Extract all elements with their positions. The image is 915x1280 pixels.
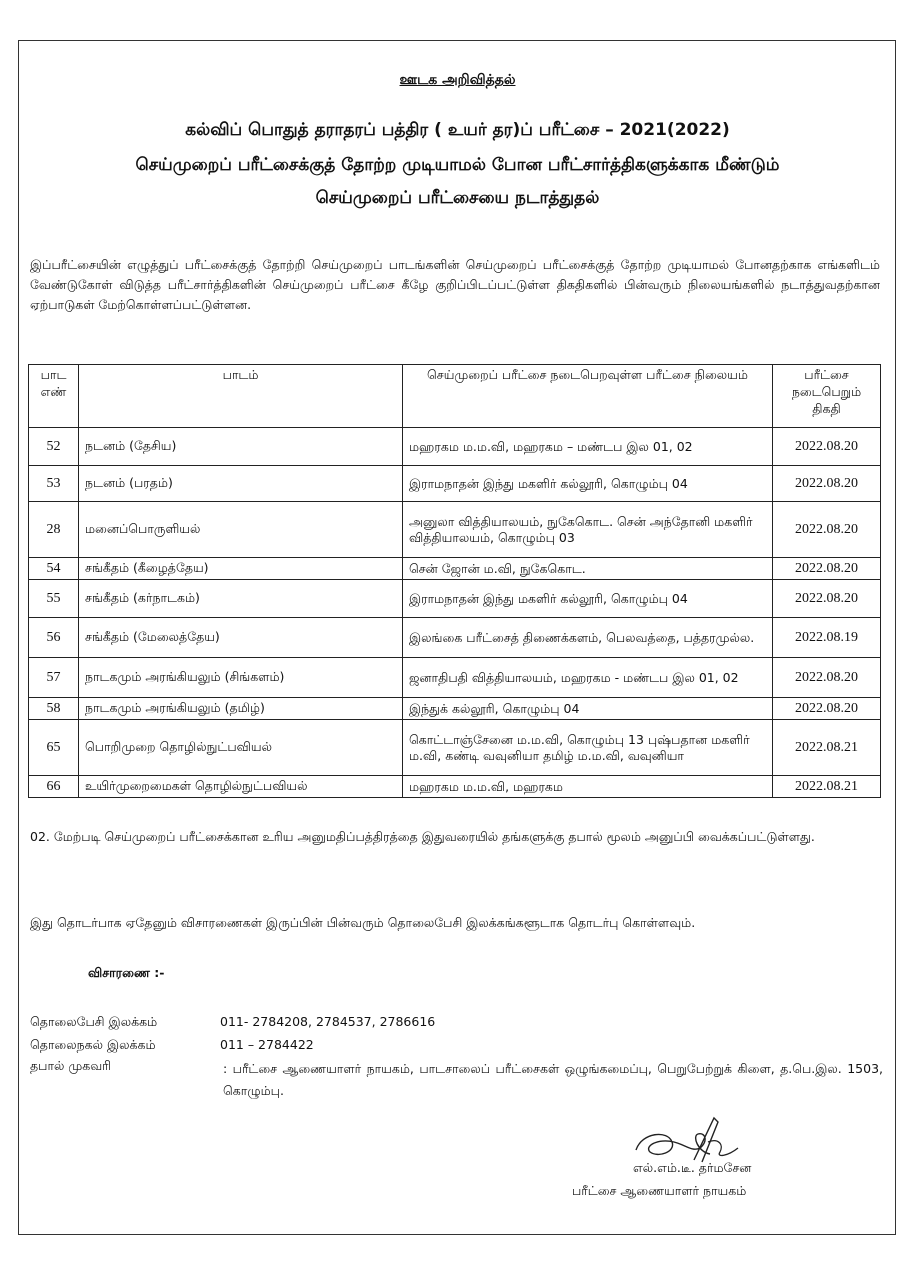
subject-name: நாடகமும் அரங்கியலும் (சிங்களம்) xyxy=(79,658,403,698)
admission-card-paragraph: 02. மேற்படி செய்முறைப் பரீட்சைக்கான உரிய அனுமதிப்பத்திரத்தை இதுவரையில் தங்களுக்கு தபால் மூலம் அனுப்பி வைக்கப்பட்டுள்ளது. xyxy=(30,829,815,844)
exam-center: இராமநாதன் இந்து மகளிர் கல்லூரி, கொழும்பு 04 xyxy=(403,466,773,502)
table-row xyxy=(29,720,881,776)
subject-name: நாடகமும் அரங்கியலும் (தமிழ்) xyxy=(79,698,403,720)
address-value: : பரீட்சை ஆணையாளர் நாயகம், பாடசாலைப் பரீட்சைகள் ஒழுங்கமைப்பு, பெறுபேற்றுக் கிளை, த.பெ.இல. 1503, கொழும்பு. xyxy=(223,1061,883,1098)
exam-date: 2022.08.21 xyxy=(773,720,881,776)
phone-value: 011- 2784208, 2784537, 2786616 xyxy=(220,1014,436,1029)
exam-date: 2022.08.20 xyxy=(773,658,881,698)
table-row xyxy=(29,698,881,720)
subject-name: சங்கீதம் (மேலைத்தேய) xyxy=(79,618,403,658)
exam-center: ஜனாதிபதி வித்தியாலயம், மஹரகம - மண்டப இல 01, 02 xyxy=(403,658,773,698)
subject-no: 55 xyxy=(29,580,79,618)
exam-center: சென் ஜோன் ம.வி, நுகேகொட. xyxy=(403,558,773,580)
header-subject: பாடம் xyxy=(79,365,403,428)
exam-center: இராமநாதன் இந்து மகளிர் கல்லூரி, கொழும்பு 04 xyxy=(403,580,773,618)
subject-no: 58 xyxy=(29,698,79,720)
table-row xyxy=(29,502,881,558)
fax-label: தொலைநகல் இலக்கம் xyxy=(30,1037,156,1052)
intro-paragraph: இப்பரீட்சையின் எழுத்துப் பரீட்சைக்குத் தோற்றி செய்முறைப் பாடங்களின் செய்முறைப் பரீட்சைக்குத் தோற்ற முடியாமல் போனதற்காக எங்களிடம் வேண்டுகோள் விடுத்த பரீட்சார்த்திகளின் செய்முறைப் பரீட்சை கீழே குறிப்பிடப்பட்டுள்ள திகதிகளில் பின்வரும் நிலையங்களில் நடாத்துவதற்கான ஏற்பாடுகள் மேற்கொள்ளப்பட்டுள்ளன. xyxy=(30,257,880,312)
subject-no: 56 xyxy=(29,618,79,658)
title-line-3: செய்முறைப் பரீட்சையை நடாத்துதல் xyxy=(315,188,600,208)
title-line-2: செய்முறைப் பரீட்சைக்குத் தோற்ற முடியாமல் போன பரீட்சார்த்திகளுக்காக மீண்டும் xyxy=(135,155,780,175)
table-row xyxy=(29,428,881,466)
subject-no: 28 xyxy=(29,502,79,558)
exam-center: அனுலா வித்தியாலயம், நுகேகொட. சென் அந்தோனி மகளிர் வித்தியாலயம், கொழும்பு 03 xyxy=(403,502,773,558)
subject-no: 57 xyxy=(29,658,79,698)
subject-name: மனைப்பொருளியல் xyxy=(79,502,403,558)
signatory-title: பரீட்சை ஆணையாளர் நாயகம் xyxy=(572,1183,747,1198)
exam-center: இந்துக் கல்லூரி, கொழும்பு 04 xyxy=(403,698,773,720)
header-exam-date: பரீட்சை நடைபெறும் திகதி xyxy=(773,365,881,428)
exam-center: மஹரகம ம.ம.வி, மஹரகம – மண்டப இல 01, 02 xyxy=(403,428,773,466)
media-notice-heading: ஊடக அறிவித்தல் xyxy=(399,72,516,88)
signatory-name: எல்.எம்.டீ. தர்மசேன xyxy=(633,1160,752,1175)
subject-no: 53 xyxy=(29,466,79,502)
header-exam-center: செய்முறைப் பரீட்சை நடைபெறவுள்ள பரீட்சை நிலையம் xyxy=(403,365,773,428)
subject-name: பொறிமுறை தொழில்நுட்பவியல் xyxy=(79,720,403,776)
exam-date: 2022.08.21 xyxy=(773,776,881,798)
subject-no: 54 xyxy=(29,558,79,580)
inquiry-label: விசாரணை :- xyxy=(88,965,165,980)
header-subject-no: பாட எண் xyxy=(29,365,79,428)
exam-center: கொட்டாஞ்சேனை ம.ம.வி, கொழும்பு 13 புஷ்பதான மகளிர் ம.வி, கண்டி வவுனியா தமிழ் ம.ம.வி, வவுனியா xyxy=(403,720,773,776)
subject-no: 65 xyxy=(29,720,79,776)
exam-date: 2022.08.20 xyxy=(773,428,881,466)
phone-label: தொலைபேசி இலக்கம் xyxy=(30,1014,158,1029)
title-line-1: கல்விப் பொதுத் தராதரப் பத்திர ( உயர் தர)ப் பரீட்சை – 2021(2022) xyxy=(185,120,730,140)
subject-name: உயிர்முறைமைகள் தொழில்நுட்பவியல் xyxy=(79,776,403,798)
table-row xyxy=(29,580,881,618)
inquiry-paragraph: இது தொடர்பாக ஏதேனும் விசாரணைகள் இருப்பின் பின்வரும் தொலைபேசி இலக்கங்களூடாக தொடர்பு கொள்ளவும். xyxy=(30,915,696,930)
fax-value: 011 – 2784422 xyxy=(220,1037,314,1052)
table-row xyxy=(29,466,881,502)
subject-no: 52 xyxy=(29,428,79,466)
exam-date: 2022.08.20 xyxy=(773,502,881,558)
exam-date: 2022.08.19 xyxy=(773,618,881,658)
address-label: தபால் முகவரி xyxy=(30,1058,112,1073)
exam-date: 2022.08.20 xyxy=(773,558,881,580)
exam-center: மஹரகம ம.ம.வி, மஹரகம xyxy=(403,776,773,798)
subject-name: நடனம் (பரதம்) xyxy=(79,466,403,502)
subject-name: சங்கீதம் (கர்நாடகம்) xyxy=(79,580,403,618)
table-row xyxy=(29,776,881,798)
subject-name: நடனம் (தேசிய) xyxy=(79,428,403,466)
exam-center: இலங்கை பரீட்சைத் திணைக்களம், பெலவத்தை, பத்தரமுல்ல. xyxy=(403,618,773,658)
exam-schedule-table xyxy=(28,364,881,798)
table-header-row xyxy=(29,365,881,428)
exam-date: 2022.08.20 xyxy=(773,580,881,618)
subject-name: சங்கீதம் (கீழைத்தேய) xyxy=(79,558,403,580)
table-row xyxy=(29,558,881,580)
table-row xyxy=(29,618,881,658)
exam-date: 2022.08.20 xyxy=(773,466,881,502)
subject-no: 66 xyxy=(29,776,79,798)
exam-date: 2022.08.20 xyxy=(773,698,881,720)
table-row xyxy=(29,658,881,698)
